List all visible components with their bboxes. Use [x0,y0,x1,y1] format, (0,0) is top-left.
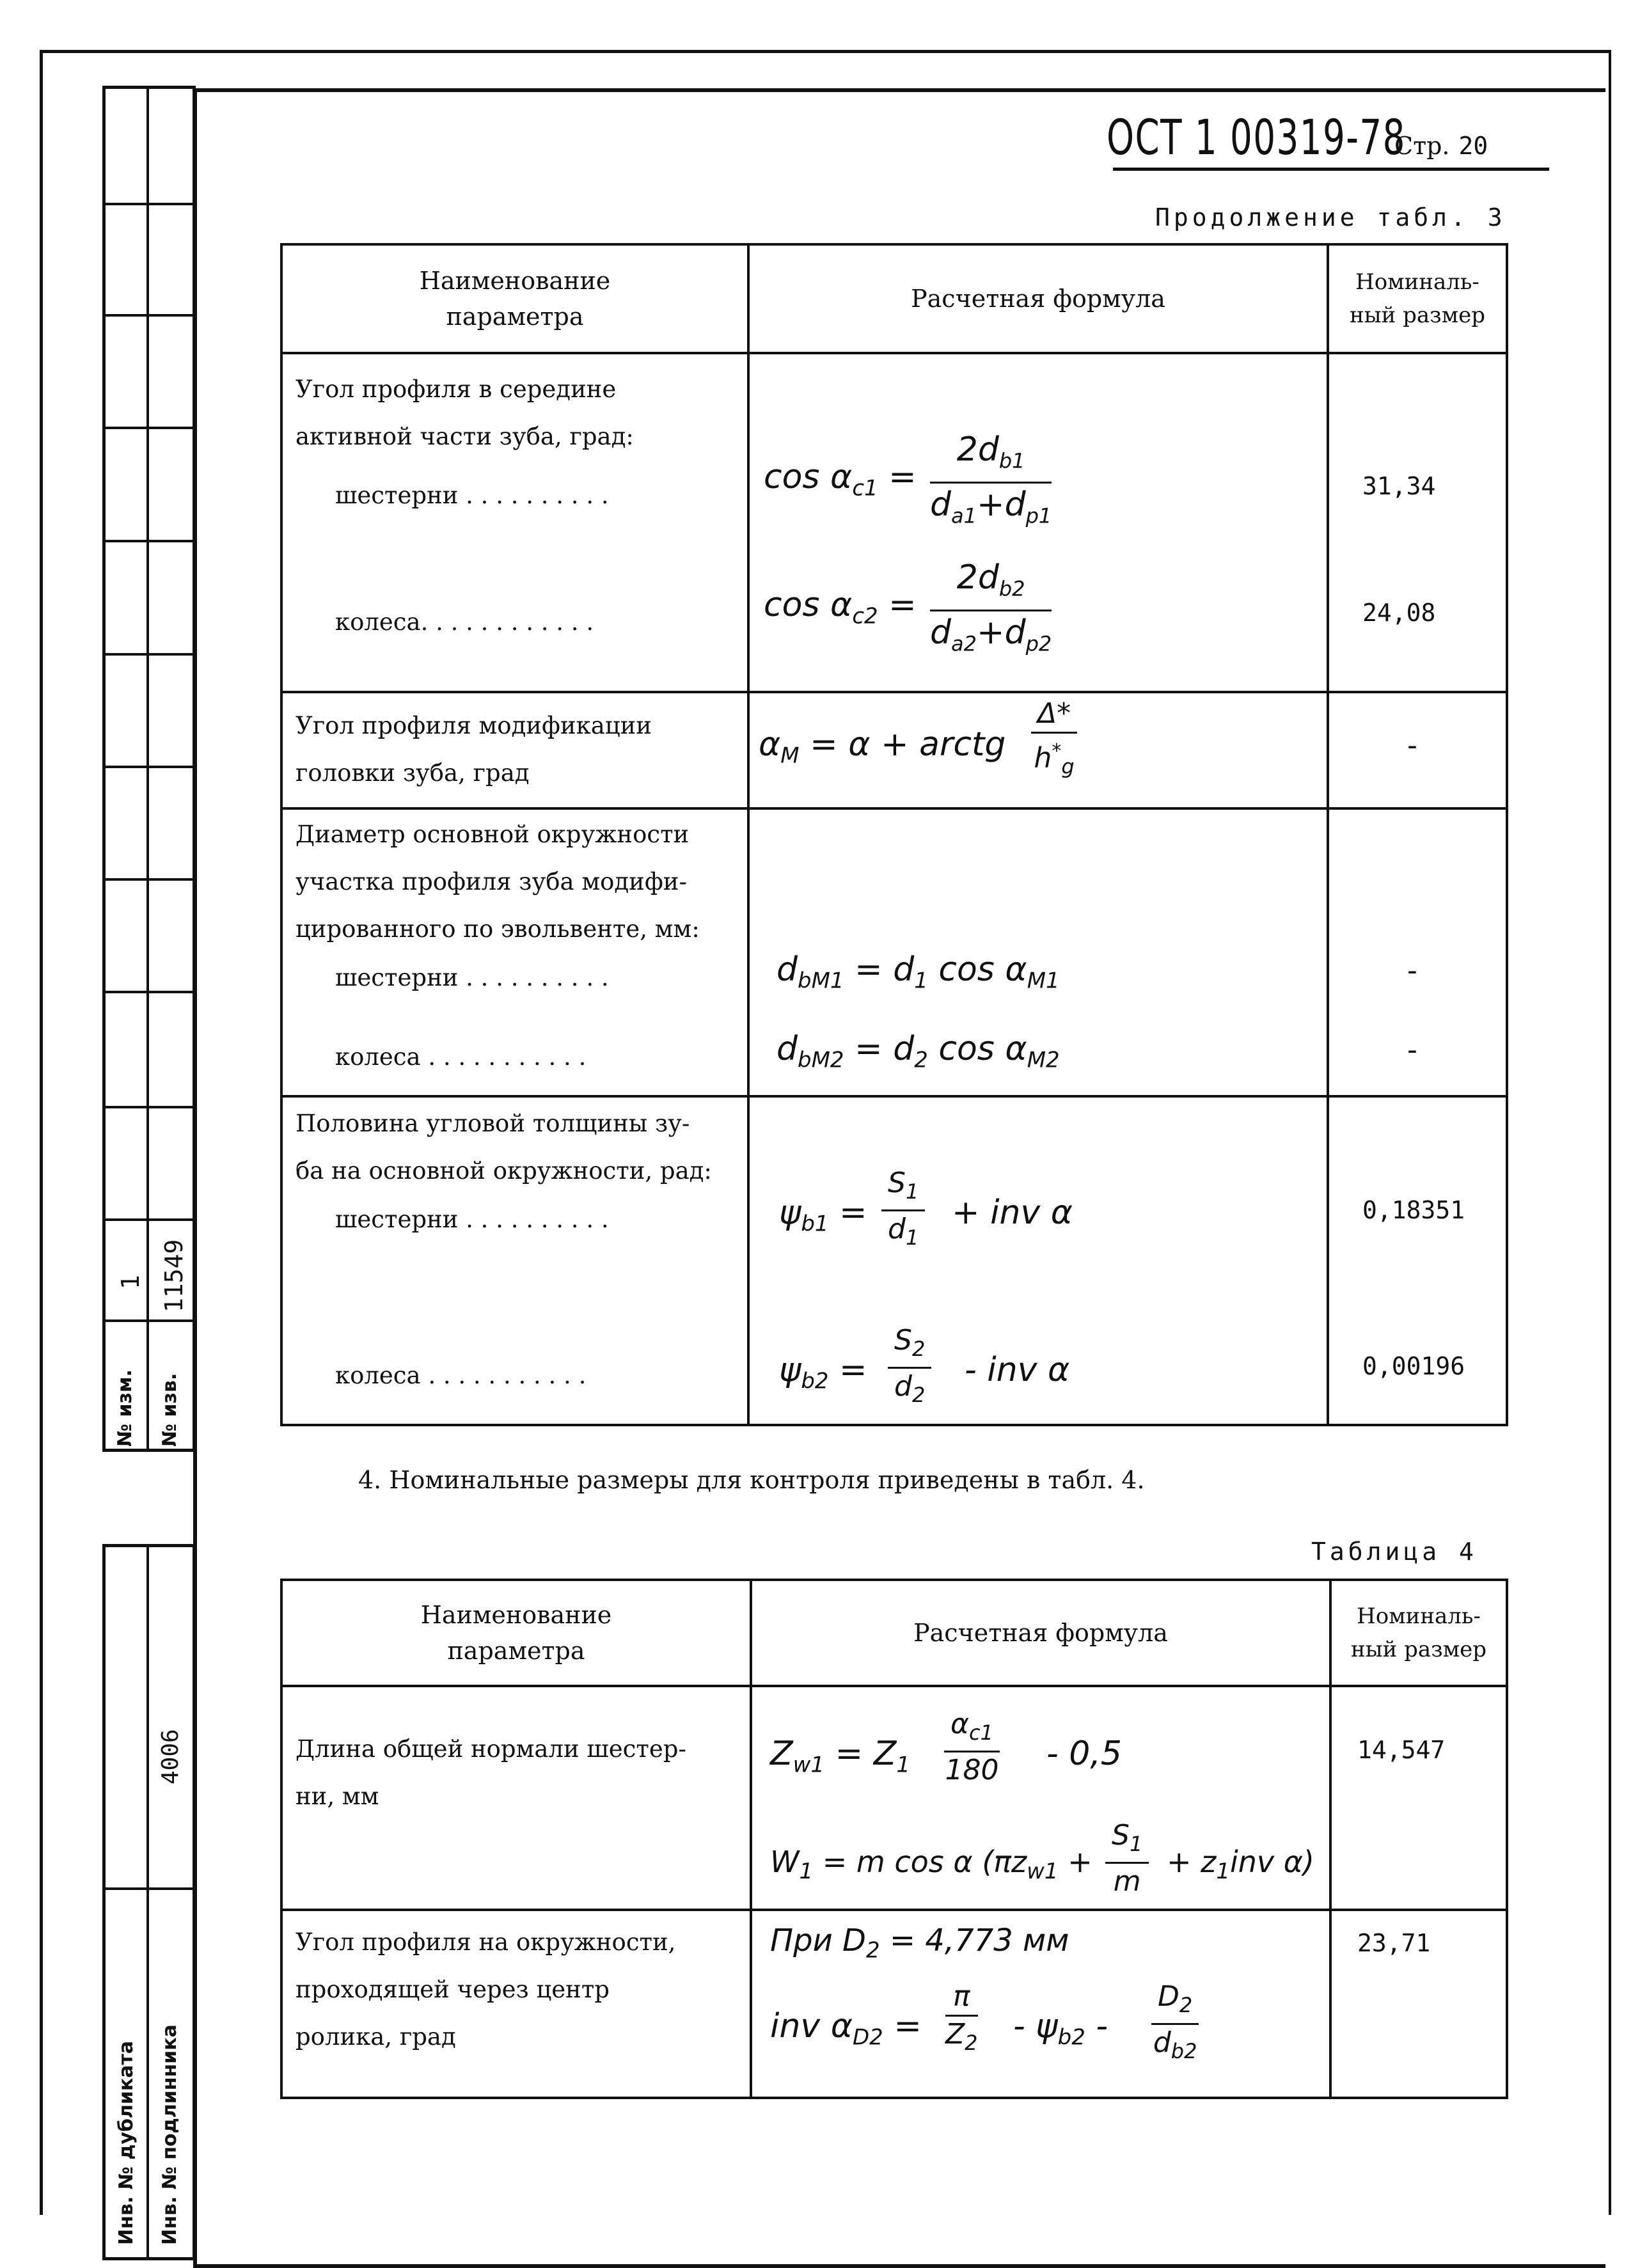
param-title-line: головки зуба, град [296,759,530,787]
original-inv-value: 4006 [157,1729,184,1784]
formula-tail: + inv α [952,1193,1073,1232]
notice-no-label: № изв. [159,1373,181,1447]
param-title-line: Длина общей нормали шестер- [296,1735,686,1763]
sub-label: колеса. . . . . . . . . . . . [335,608,594,636]
table3-header-formula: Расчетная формула [748,244,1328,353]
formula-line: $d_{bM2} = d_2$ $\cos \alpha_{M2}$ [777,1030,1060,1073]
nominal-value: 24,08 [1362,599,1436,627]
nominal-value: - [1407,954,1417,987]
header-line: ный размер [1349,303,1486,328]
formula-tail: - 0,5 [1046,1735,1122,1773]
table-4 [280,1579,1508,2099]
page-label: Стр. [1394,132,1450,160]
formula-tail: + $z_1inv$ α) [1167,1845,1315,1885]
formula-tail: - inv α [965,1351,1070,1389]
formula-lhs: $\cos \alpha_{c2}$ = [764,586,917,629]
param-title-line: Угол профиля в середине [296,375,617,403]
param-title-line: активной части зуба, град: [296,423,634,450]
row1-param [281,353,748,692]
param-title-line: цированного по эвольвенте, мм: [296,915,700,943]
table-row [281,353,1507,692]
t4-row1-param [281,1686,751,1910]
table-row [281,692,1507,808]
t4-row2-param [281,1910,751,2098]
formula-line: $W_1 = m$ cos α ($\pi z_{w1}$ + [770,1845,1092,1885]
page-number: 20 [1458,132,1488,160]
formula-lhs: $Z_{w1} = Z_1$ [770,1735,910,1778]
t4-row2-nominal [1330,1910,1507,2098]
sub-label: шестерни . . . . . . . . . . [335,964,609,991]
param-title-line: проходящей через центр [296,1976,610,2003]
row1-nominal [1328,353,1507,692]
param-title-line: ни, мм [296,1783,379,1810]
header-line: Номиналь- [1357,1603,1481,1629]
row3-param [281,808,748,1096]
formula-line: При $D_2 = 4,773$ мм [770,1923,1069,1964]
t4-row1-nominal [1330,1686,1507,1910]
header-line: параметра [447,1637,585,1665]
table3-caption: Продолжение табл. 3 [1155,203,1506,232]
row4-nominal [1328,1096,1507,1425]
formula-lhs: inv $\alpha_{D2}$ = [770,2007,922,2051]
formula-lhs: $\cos \alpha_{c1}$ = [764,458,917,501]
formula-fraction: $\frac{\Delta*}{h^*_g}$ [1031,697,1077,783]
formula-fraction: $\frac{D_2}{d_{b2}}$ [1151,1980,1199,2068]
t4-row2-formula [751,1910,1330,2098]
table-row [281,808,1507,1096]
formula-fraction: $\frac{\alpha_{c1}}{180}$ [945,1708,999,1786]
header-line: Наименование [419,267,611,295]
row2-formula [748,692,1328,808]
formula-lhs: $\alpha_M = \alpha$ + arctg [759,725,1006,769]
paragraph-text: 4. Номинальные размеры для контроля приведены в табл. 4. [358,1466,1145,1494]
row4-param [281,1096,748,1425]
change-no-value: 1 [116,1275,145,1289]
nominal-value: 0,00196 [1362,1352,1465,1380]
formula-lhs: $\psi_{b2}$ = [779,1351,867,1394]
formula-fraction: $\frac{S_1}{m}$ [1105,1819,1149,1898]
header-line: Наименование [420,1601,612,1629]
formula-mid: - $\psi_{b2}$ - [1013,2007,1108,2051]
table3-header-row [281,244,1507,353]
table-3 [280,243,1508,1426]
formula-fraction: $\frac{\pi}{Z_2}$ [945,1980,978,2055]
sub-label: шестерни . . . . . . . . . . [335,482,609,509]
table4-header-nominal [1330,1580,1507,1686]
nominal-value: 31,34 [1362,472,1436,500]
table-row [281,1910,1507,2098]
header-line: параметра [446,303,584,331]
nominal-value: - [1407,729,1417,762]
table4-header-formula: Расчетная формула [751,1580,1330,1686]
t4-row1-formula [751,1686,1330,1910]
row1-formula [748,353,1328,692]
header-underline [1113,168,1549,171]
row3-nominal [1328,808,1507,1096]
row4-formula [748,1096,1328,1425]
header-line: ный размер [1350,1637,1487,1662]
duplicate-inv-label: Инв. № дубликата [115,2040,138,2245]
param-title-line: ба на основной окружности, рад: [296,1157,712,1185]
change-no-label: № изм. [114,1369,136,1447]
param-title-line: участка профиля зуба модифи- [296,868,687,895]
sub-label: шестерни . . . . . . . . . . [335,1206,609,1233]
sub-label: колеса . . . . . . . . . . . [335,1043,587,1071]
table-row [281,1686,1507,1910]
table4-header-param [281,1580,751,1686]
nominal-value: 0,18351 [1362,1196,1465,1224]
nominal-value: 14,547 [1357,1736,1446,1764]
doc-code: ОСТ 1 00319-78 [1107,109,1406,166]
param-title-line: Половина угловой толщины зу- [296,1110,690,1137]
row2-param [281,692,748,808]
table3-header-param [281,244,748,353]
param-title-line: ролика, град [296,2023,456,2051]
formula-fraction: $\frac{2d_{b1}}{d_{a1}+d_{p1}}$ [930,430,1052,528]
param-title-line: Угол профиля на окружности, [296,1928,676,1956]
param-title-line: Угол профиля модификации [296,712,652,739]
param-title-line: Диаметр основной окружности [296,821,690,848]
nominal-value: - [1407,1034,1417,1066]
formula-fraction: $\frac{S_1}{d_1}$ [881,1167,925,1254]
sub-label: колеса . . . . . . . . . . . [335,1362,587,1389]
nominal-value: 23,71 [1357,1929,1431,1957]
table-row [281,1096,1507,1425]
formula-lhs: $\psi_{b1}$ = [779,1193,867,1237]
table3-header-nominal [1328,244,1507,353]
table4-caption: Таблица 4 [1311,1538,1478,1566]
notice-no-value: 11549 [160,1239,188,1312]
formula-fraction: $\frac{S_2}{d_2}$ [888,1324,931,1412]
table4-header-row [281,1580,1507,1686]
row2-nominal [1328,692,1507,808]
header-line: Номиналь- [1355,269,1479,295]
formula-line: $d_{bM1} = d_1$ $\cos \alpha_{M1}$ [777,950,1060,994]
original-inv-label: Инв. № подлинника [159,2024,181,2245]
formula-fraction: $\frac{2d_{b2}}{d_{a2}+d_{p2}}$ [930,558,1052,656]
page-number-block [1394,132,1488,160]
row3-formula [748,808,1328,1096]
